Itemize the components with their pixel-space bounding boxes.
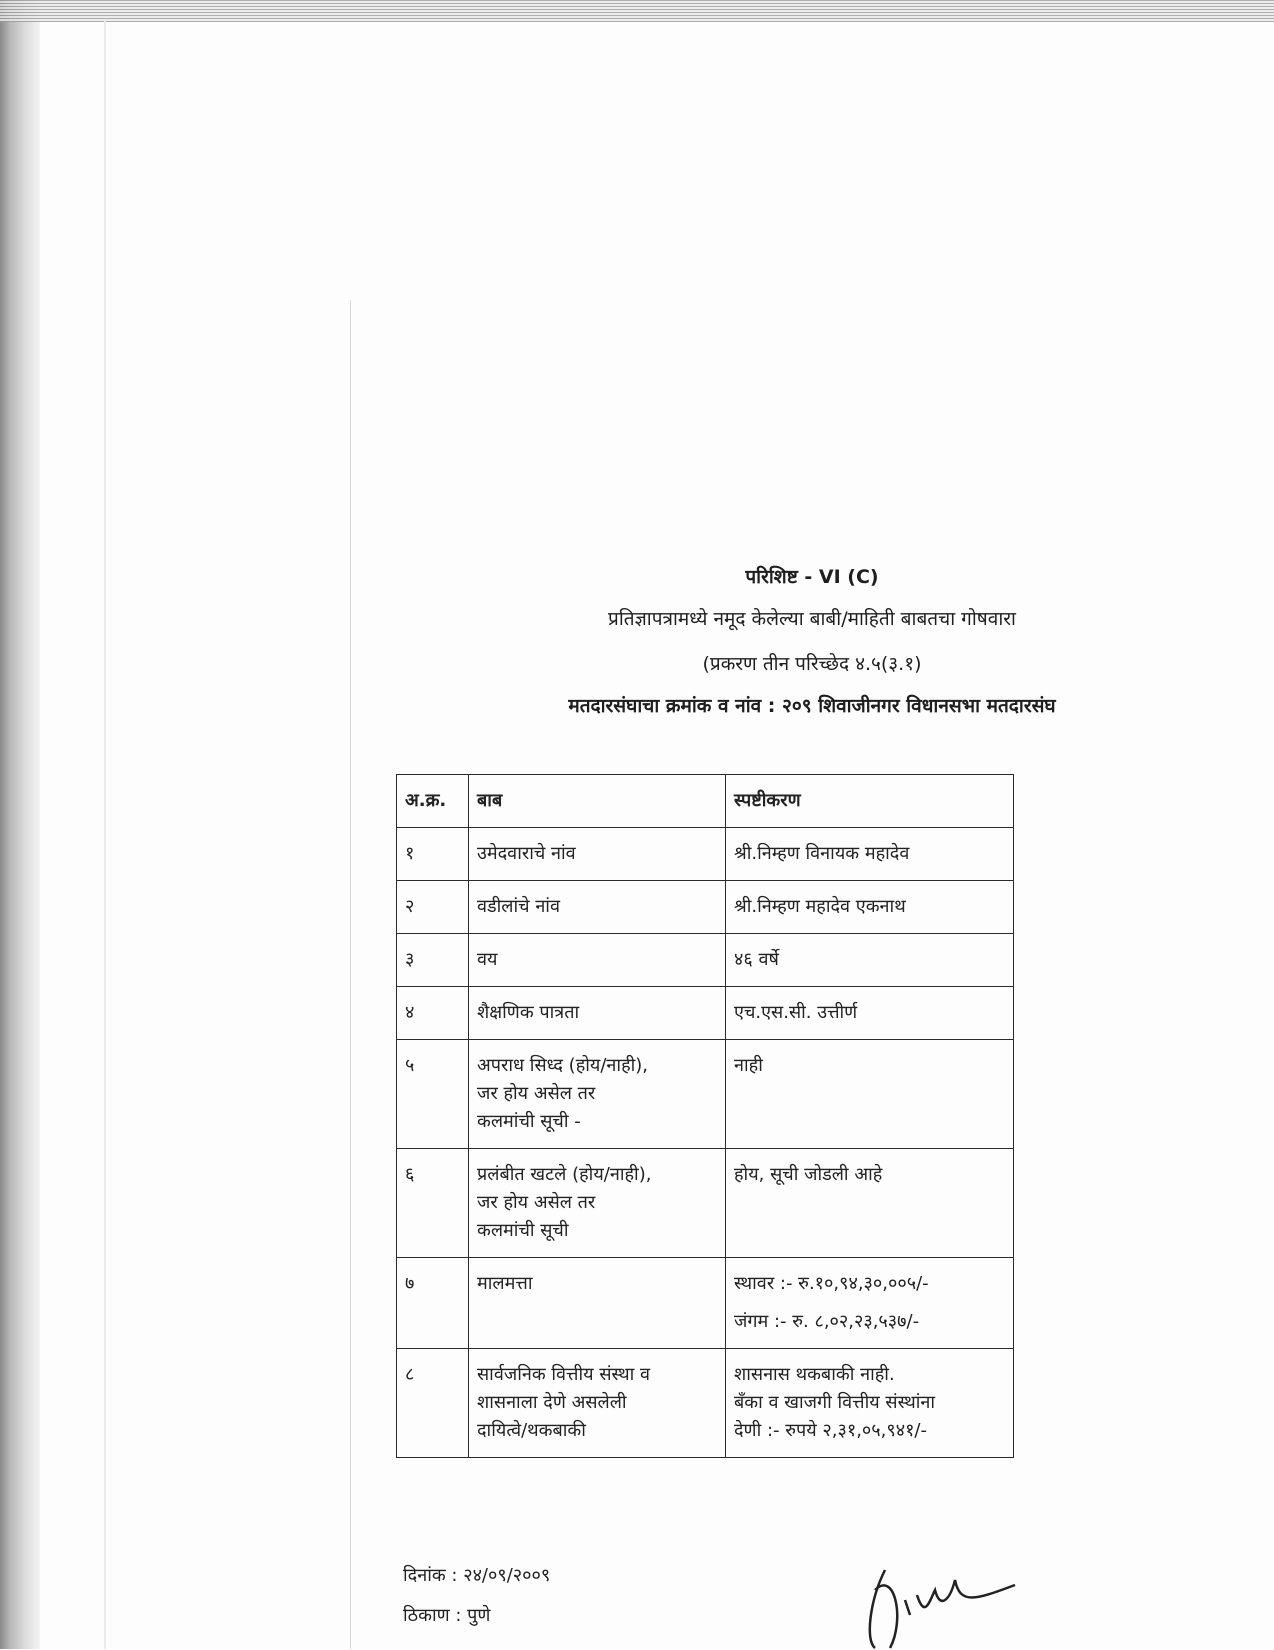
serial-cell-line: ६	[405, 1164, 415, 1185]
date-line: दिनांक : २४/०९/२००९	[403, 1565, 551, 1586]
serial-cell	[397, 934, 469, 987]
serial-cell	[397, 881, 469, 934]
detail-cell-line: शासनास थकबाकी नाही.	[734, 1364, 895, 1385]
serial-cell	[397, 1258, 469, 1349]
annexure-title: परिशिष्ट - VI (C)	[745, 566, 879, 588]
detail-cell-line: होय, सूची जोडली आहे	[734, 1164, 883, 1185]
column-header-serial: अ.क्र.	[397, 775, 469, 828]
table-header-row	[397, 775, 1014, 828]
item-cell-line: जर होय असेल तर	[477, 1192, 596, 1213]
serial-cell-line: २	[405, 896, 415, 917]
item-cell	[469, 1258, 726, 1349]
detail-cell-line: श्री.निम्हण विनायक महादेव	[734, 843, 910, 864]
item-cell-line: शासनाला देणे असलेली	[477, 1392, 627, 1413]
table-row	[397, 934, 1014, 987]
item-cell	[469, 1040, 726, 1149]
item-cell	[469, 881, 726, 934]
item-cell	[469, 1149, 726, 1258]
item-cell-line: सार्वजनिक वित्तीय संस्था व	[477, 1364, 651, 1385]
item-cell-line: शैक्षणिक पात्रता	[477, 1002, 580, 1023]
detail-cell-line: बँका व खाजगी वित्तीय संस्थांना	[734, 1392, 936, 1413]
item-cell-line: कलमांची सूची -	[477, 1111, 581, 1132]
table-row	[397, 1040, 1014, 1149]
detail-cell	[726, 1349, 1014, 1458]
scan-edge-shadow	[0, 0, 40, 1649]
reference-line: (प्रकरण तीन परिच्छेद ४.५(३.१)	[702, 653, 922, 675]
summary-table	[396, 774, 1014, 1458]
signature	[865, 1560, 1025, 1650]
item-cell	[469, 987, 726, 1040]
page-fold	[104, 20, 106, 1649]
serial-cell-line: ५	[405, 1055, 415, 1076]
detail-cell-line: ४६ वर्षे	[734, 949, 779, 970]
serial-cell-line: ३	[405, 949, 415, 970]
item-cell	[469, 934, 726, 987]
table-row	[397, 828, 1014, 881]
table-row	[397, 1149, 1014, 1258]
item-cell-line: दायित्वे/थकबाकी	[477, 1420, 586, 1441]
serial-cell-line: ७	[405, 1273, 415, 1294]
detail-cell-line: नाही	[734, 1055, 763, 1076]
serial-cell	[397, 1149, 469, 1258]
detail-cell-line: जंगम :- रु. ८,०२,२३,५३७/-	[734, 1311, 920, 1332]
document-subtitle: प्रतिज्ञापत्रामध्ये नमूद केलेल्या बाबी/माहिती बाबतचा गोषवारा	[608, 608, 1016, 630]
detail-cell	[726, 1258, 1014, 1349]
serial-cell-line: १	[405, 843, 415, 864]
detail-cell	[726, 881, 1014, 934]
serial-cell-line: ८	[405, 1364, 415, 1385]
serial-cell-line: ४	[405, 1002, 415, 1023]
item-cell-line: कलमांची सूची	[477, 1220, 569, 1241]
detail-cell	[726, 1149, 1014, 1258]
constituency-line: मतदारसंघाचा क्रमांक व नांव : २०९ शिवाजीनगर विधानसभा मतदारसंघ	[568, 695, 1056, 717]
item-cell-line: जर होय असेल तर	[477, 1083, 596, 1104]
detail-cell	[726, 987, 1014, 1040]
detail-cell-line: स्थावर :- रु.१०,९४,३०,००५/-	[734, 1273, 929, 1294]
item-cell-line: वय	[477, 949, 498, 970]
item-cell-line: उमेदवाराचे नांव	[477, 843, 576, 864]
item-cell-line: अपराध सिध्द (होय/नाही),	[477, 1055, 649, 1076]
item-cell-line: वडीलांचे नांव	[477, 896, 560, 917]
table-row	[397, 881, 1014, 934]
detail-cell-line: देणी :- रुपये २,३१,०५,९४१/-	[734, 1420, 927, 1441]
page-edge-line	[350, 300, 351, 1649]
item-cell-line: प्रलंबीत खटले (होय/नाही),	[477, 1164, 652, 1185]
item-cell	[469, 1349, 726, 1458]
table-row	[397, 1258, 1014, 1349]
detail-cell-line: एच.एस.सी. उत्तीर्ण	[734, 1002, 858, 1023]
item-cell-line: मालमत्ता	[477, 1273, 533, 1294]
serial-cell	[397, 828, 469, 881]
column-header-item: बाब	[469, 775, 726, 828]
serial-cell	[397, 987, 469, 1040]
column-header-detail: स्पष्टीकरण	[726, 775, 1014, 828]
scan-artifact-lines	[0, 0, 1274, 22]
detail-cell-line: श्री.निम्हण महादेव एकनाथ	[734, 896, 906, 917]
place-line: ठिकाण : पुणे	[403, 1605, 491, 1626]
serial-cell	[397, 1040, 469, 1149]
detail-cell	[726, 1040, 1014, 1149]
serial-cell	[397, 1349, 469, 1458]
item-cell	[469, 828, 726, 881]
detail-cell	[726, 828, 1014, 881]
table-row	[397, 987, 1014, 1040]
table-row	[397, 1349, 1014, 1458]
detail-cell	[726, 934, 1014, 987]
